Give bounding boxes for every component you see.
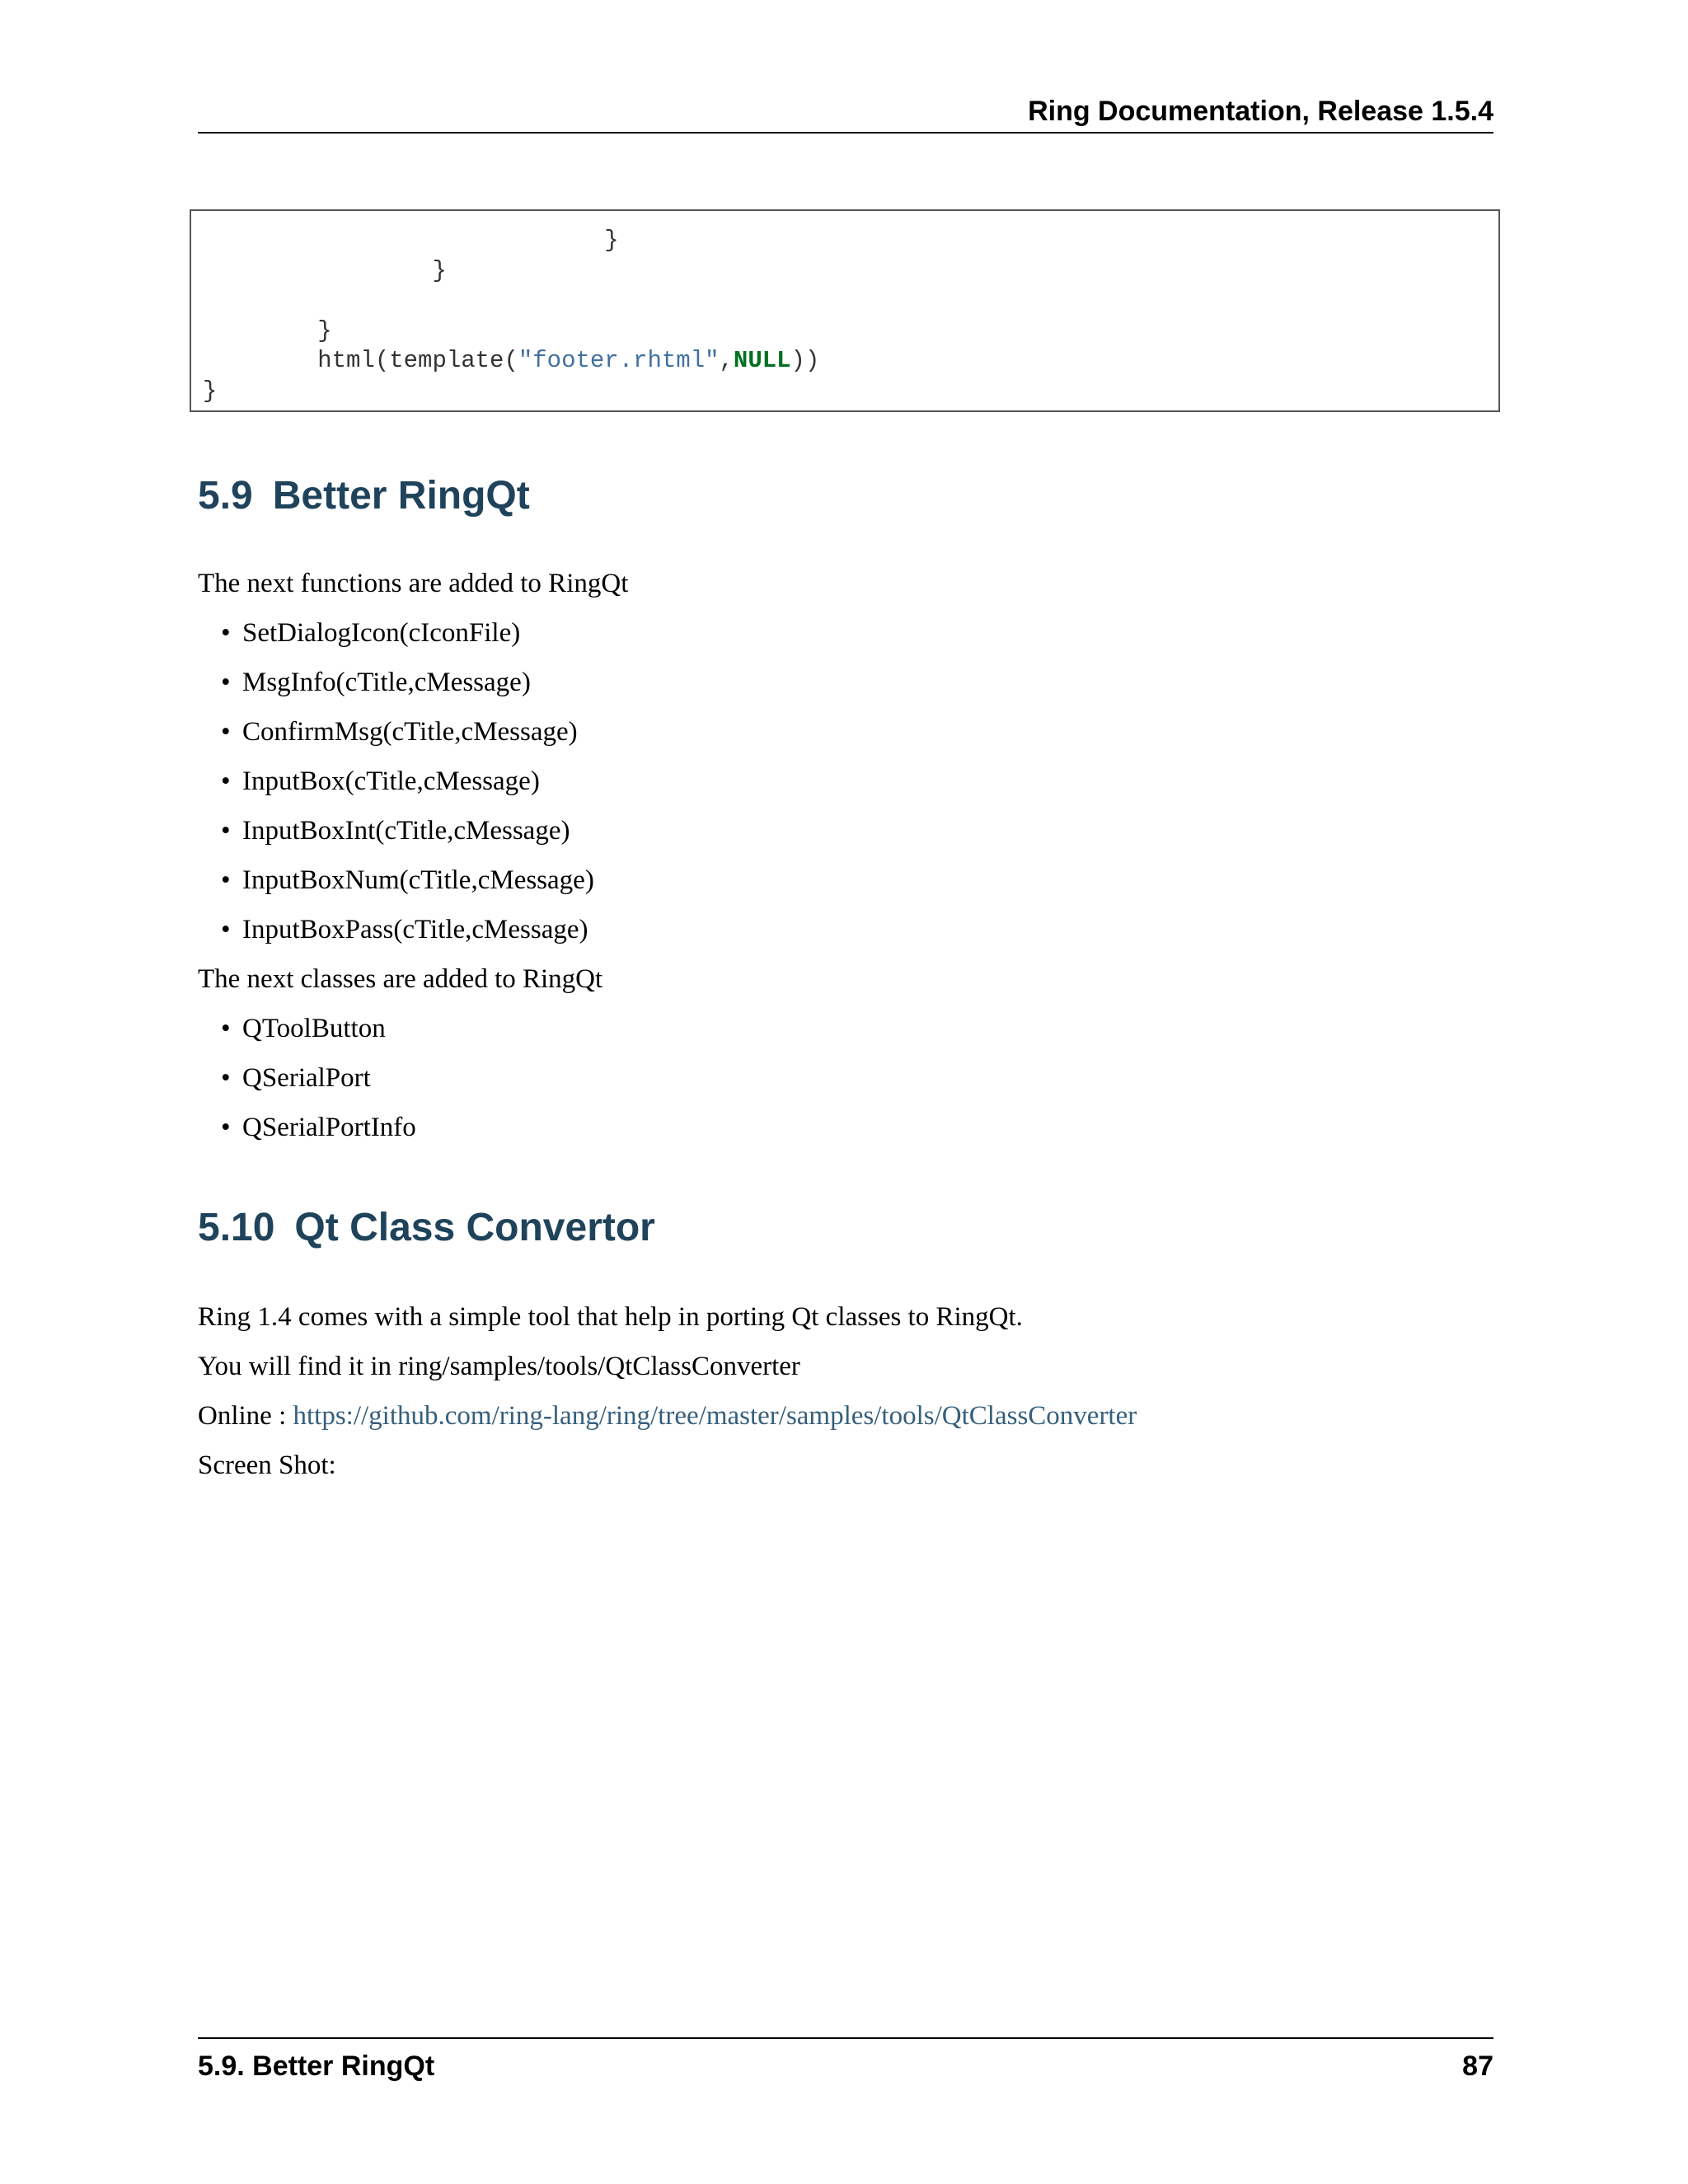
online-label: Online : [198, 1401, 293, 1431]
list-item: • InputBoxPass(cTitle,cMessage) [221, 915, 588, 944]
section-title: Qt Class Convertor [294, 1206, 655, 1249]
list-item: • ConfirmMsg(cTitle,cMessage) [221, 717, 578, 747]
code-block [190, 209, 1500, 412]
running-title: Ring Documentation, Release 1.5.4 [1028, 96, 1493, 127]
paragraph: Ring 1.4 comes with a simple tool that help in porting Qt classes to RingQt. [198, 1302, 1023, 1332]
page-number: 87 [1462, 2050, 1493, 2082]
list-item: • QSerialPort [221, 1063, 371, 1093]
classes-intro: The next classes are added to RingQt [198, 964, 603, 994]
code-line [203, 347, 819, 374]
online-paragraph [198, 1399, 1137, 1432]
list-item: • MsgInfo(cTitle,cMessage) [221, 668, 531, 697]
code-line: } [203, 377, 218, 405]
code-line: } [203, 316, 332, 344]
code-line: } [203, 227, 619, 254]
list-item: • InputBox(cTitle,cMessage) [221, 766, 540, 796]
section-title: Better RingQt [272, 474, 530, 518]
section-number: 5.9 [198, 474, 253, 518]
paragraph: You will find it in ring/samples/tools/QtClassConverter [198, 1352, 800, 1381]
section-heading-5-9 [198, 473, 530, 518]
list-item: • QToolButton [221, 1014, 386, 1043]
functions-intro: The next functions are added to RingQt [198, 569, 629, 598]
list-item: • SetDialogIcon(cIconFile) [221, 618, 521, 648]
footer-section: 5.9. Better RingQt [198, 2050, 435, 2082]
page-header [198, 92, 1493, 134]
code-string: "footer.rhtml" [518, 347, 720, 375]
code-line: } [203, 256, 447, 284]
code-token: )) [790, 347, 820, 375]
online-link[interactable]: https://github.com/ring-lang/ring/tree/master/samples/tools/QtClassConverter [293, 1401, 1137, 1431]
section-number: 5.10 [198, 1206, 275, 1249]
page-footer [198, 2037, 1493, 2088]
paragraph: Screen Shot: [198, 1451, 336, 1480]
section-heading-5-10 [198, 1205, 655, 1250]
list-item: • QSerialPortInfo [221, 1113, 416, 1142]
code-token: html(template( [203, 347, 518, 375]
code-token: , [719, 347, 734, 375]
list-item: • InputBoxNum(cTitle,cMessage) [221, 865, 594, 895]
code-text [203, 226, 819, 407]
code-keyword: NULL [733, 347, 791, 375]
list-item: • InputBoxInt(cTitle,cMessage) [221, 816, 570, 846]
